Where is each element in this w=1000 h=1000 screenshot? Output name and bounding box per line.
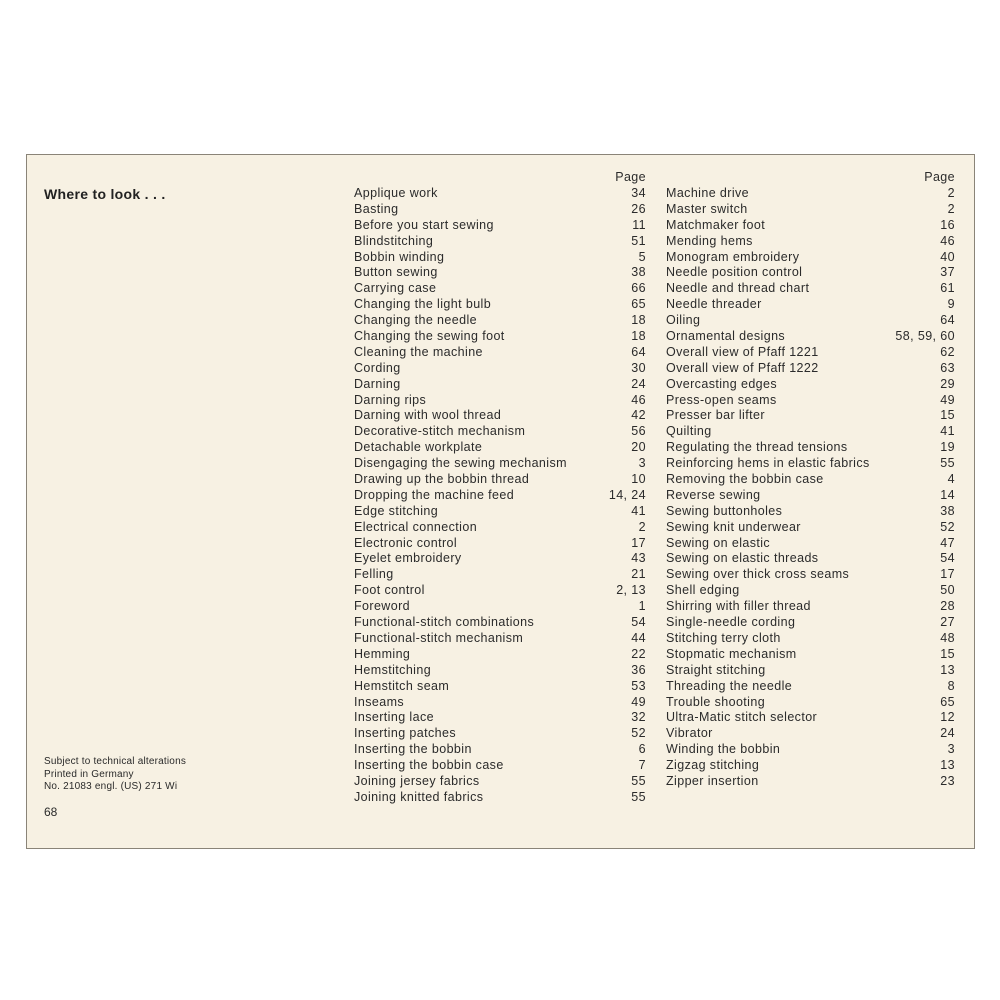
index-entry <box>666 472 955 488</box>
entry-topic: Carrying case <box>354 281 437 296</box>
entry-page: 24 <box>631 376 646 391</box>
entry-page: 11 <box>632 217 646 232</box>
entry-page: 43 <box>631 551 646 566</box>
entry-topic: Hemstitch seam <box>354 678 450 693</box>
entry-page: 27 <box>940 615 955 630</box>
index-entry <box>666 647 955 663</box>
entry-page: 40 <box>940 249 955 264</box>
entry-page: 38 <box>631 265 646 280</box>
entry-page: 3 <box>947 742 955 757</box>
entry-page: 19 <box>940 440 955 455</box>
index-entry <box>354 758 646 774</box>
index-entry <box>666 456 955 472</box>
index-entry <box>666 710 955 726</box>
entry-page: 17 <box>940 567 955 582</box>
index-entry <box>354 472 646 488</box>
index-entry <box>354 726 646 742</box>
index-entry <box>354 250 646 266</box>
entry-topic: Dropping the machine feed <box>354 487 515 502</box>
entry-page: 14, 24 <box>608 487 646 502</box>
entry-page: 5 <box>638 249 646 264</box>
entry-topic: Changing the sewing foot <box>354 329 505 344</box>
entry-page: 1 <box>638 599 646 614</box>
entry-topic: Vibrator <box>666 726 713 741</box>
entry-topic: Disengaging the sewing mechanism <box>354 456 567 471</box>
page-column-header: Page <box>615 170 646 184</box>
index-entry <box>354 329 646 345</box>
index-entry <box>354 742 646 758</box>
index-entry <box>666 202 955 218</box>
entry-page: 15 <box>940 646 955 661</box>
index-entry <box>666 281 955 297</box>
entry-page: 30 <box>631 360 646 375</box>
index-entry <box>354 218 646 234</box>
index-entry <box>666 424 955 440</box>
index-entry <box>354 361 646 377</box>
index-entry <box>666 250 955 266</box>
index-entry <box>354 186 646 202</box>
entry-topic: Removing the bobbin case <box>666 472 824 487</box>
index-entry <box>354 234 646 250</box>
entry-topic: Electrical connection <box>354 519 478 534</box>
entry-page: 54 <box>940 551 955 566</box>
entry-topic: Winding the bobbin <box>666 742 781 757</box>
entry-topic: Detachable workplate <box>354 440 483 455</box>
entry-topic: Trouble shooting <box>666 694 766 709</box>
entry-topic: Inseams <box>354 694 405 709</box>
entry-topic: Functional-stitch mechanism <box>354 630 524 645</box>
entry-page: 28 <box>940 599 955 614</box>
index-entry <box>666 329 955 345</box>
entry-page: 52 <box>631 726 646 741</box>
entry-topic: Zipper insertion <box>666 773 759 788</box>
entry-page: 21 <box>631 567 646 582</box>
entry-page: 15 <box>940 408 955 423</box>
entry-page: 66 <box>631 281 646 296</box>
entry-topic: Reverse sewing <box>666 487 761 502</box>
entry-topic: Sewing buttonholes <box>666 503 783 518</box>
index-entry <box>666 567 955 583</box>
entry-topic: Zigzag stitching <box>666 758 760 773</box>
index-entry <box>354 710 646 726</box>
entry-topic: Sewing over thick cross seams <box>666 567 850 582</box>
index-entry <box>666 361 955 377</box>
entry-page: 41 <box>631 503 646 518</box>
entry-page: 50 <box>940 583 955 598</box>
entry-page: 3 <box>638 456 646 471</box>
entry-page: 54 <box>631 615 646 630</box>
entry-page: 37 <box>940 265 955 280</box>
entry-page: 62 <box>940 344 955 359</box>
entry-topic: Ultra-Matic stitch selector <box>666 710 818 725</box>
index-entry <box>354 297 646 313</box>
entry-topic: Oiling <box>666 313 701 328</box>
index-entry <box>666 520 955 536</box>
page-column-header: Page <box>924 170 955 184</box>
index-entry <box>666 297 955 313</box>
entry-topic: Foreword <box>354 599 410 614</box>
entry-topic: Joining knitted fabrics <box>354 789 484 804</box>
entry-topic: Shirring with filler thread <box>666 599 811 614</box>
entry-topic: Button sewing <box>354 265 438 280</box>
index-entry <box>354 393 646 409</box>
entry-topic: Machine drive <box>666 186 750 200</box>
index-entry <box>666 536 955 552</box>
index-entry <box>354 567 646 583</box>
index-entry <box>354 408 646 424</box>
entry-topic: Inserting the bobbin case <box>354 758 504 773</box>
entry-page: 42 <box>631 408 646 423</box>
index-entry <box>666 742 955 758</box>
entry-topic: Drawing up the bobbin thread <box>354 472 530 487</box>
entry-page: 13 <box>940 758 955 773</box>
index-entry <box>354 663 646 679</box>
index-entry <box>354 679 646 695</box>
index-entry <box>666 313 955 329</box>
entry-page: 14 <box>940 487 955 502</box>
index-entry <box>354 551 646 567</box>
entry-page: 44 <box>631 630 646 645</box>
entry-page: 17 <box>631 535 646 550</box>
entry-topic: Needle position control <box>666 265 803 280</box>
entry-topic: Foot control <box>354 583 425 598</box>
entry-page: 22 <box>631 646 646 661</box>
entry-page: 56 <box>631 424 646 439</box>
entry-page: 58, 59, 60 <box>895 329 955 344</box>
entry-page: 49 <box>940 392 955 407</box>
entry-topic: Presser bar lifter <box>666 408 765 423</box>
entry-topic: Eyelet embroidery <box>354 551 462 566</box>
index-entry <box>666 774 955 790</box>
entry-topic: Inserting the bobbin <box>354 742 472 757</box>
entry-page: 36 <box>631 662 646 677</box>
index-entry <box>354 424 646 440</box>
entry-topic: Sewing on elastic <box>666 535 771 550</box>
entry-page: 65 <box>940 694 955 709</box>
entry-page: 38 <box>940 503 955 518</box>
entry-page: 46 <box>940 233 955 248</box>
entry-topic: Felling <box>354 567 394 582</box>
entry-page: 2 <box>947 186 955 200</box>
entry-topic: Edge stitching <box>354 503 439 518</box>
entry-page: 10 <box>631 472 646 487</box>
entry-page: 41 <box>940 424 955 439</box>
entry-topic: Electronic control <box>354 535 458 550</box>
index-entry <box>354 281 646 297</box>
entry-page: 13 <box>940 662 955 677</box>
page-title: Where to look . . . <box>44 186 166 202</box>
manual-page <box>26 154 975 849</box>
entry-page: 7 <box>638 758 646 773</box>
index-entry <box>666 615 955 631</box>
entry-topic: Straight stitching <box>666 662 766 677</box>
index-entry <box>354 647 646 663</box>
entry-page: 63 <box>940 360 955 375</box>
entry-page: 53 <box>631 678 646 693</box>
entry-topic: Blindstitching <box>354 233 434 248</box>
entry-topic: Overall view of Pfaff 1222 <box>666 360 819 375</box>
index-entry <box>666 377 955 393</box>
index-entry <box>354 202 646 218</box>
entry-topic: Threading the needle <box>666 678 793 693</box>
entry-page: 51 <box>631 233 646 248</box>
entry-page: 48 <box>940 630 955 645</box>
index-entry <box>354 440 646 456</box>
index-entry <box>354 488 646 504</box>
index-list-left <box>354 186 646 806</box>
entry-topic: Single-needle cording <box>666 615 796 630</box>
index-entry <box>666 234 955 250</box>
index-entry <box>666 408 955 424</box>
index-entry <box>666 504 955 520</box>
index-entry <box>666 488 955 504</box>
entry-page: 2 <box>638 519 646 534</box>
index-entry <box>666 695 955 711</box>
entry-topic: Bobbin winding <box>354 249 445 264</box>
entry-topic: Hemming <box>354 646 411 661</box>
entry-page: 2, 13 <box>616 583 646 598</box>
index-entry <box>354 377 646 393</box>
entry-topic: Changing the light bulb <box>354 297 492 312</box>
entry-topic: Functional-stitch combinations <box>354 615 535 630</box>
entry-page: 55 <box>631 773 646 788</box>
entry-topic: Stopmatic mechanism <box>666 646 797 661</box>
entry-topic: Sewing knit underwear <box>666 519 801 534</box>
entry-page: 9 <box>947 297 955 312</box>
entry-page: 23 <box>940 773 955 788</box>
entry-page: 6 <box>638 742 646 757</box>
entry-topic: Press-open seams <box>666 392 777 407</box>
index-entry <box>666 440 955 456</box>
footer-line: No. 21083 engl. (US) 271 Wi <box>44 781 178 792</box>
entry-page: 64 <box>940 313 955 328</box>
index-entry <box>354 599 646 615</box>
entry-page: 47 <box>940 535 955 550</box>
entry-topic: Sewing on elastic threads <box>666 551 819 566</box>
index-entry <box>666 726 955 742</box>
entry-page: 65 <box>631 297 646 312</box>
print-notice <box>44 756 186 794</box>
index-entry <box>666 393 955 409</box>
index-entry <box>354 265 646 281</box>
index-entry <box>354 313 646 329</box>
index-entry <box>354 345 646 361</box>
footer-line: Printed in Germany <box>44 768 134 780</box>
index-entry <box>354 583 646 599</box>
entry-topic: Cleaning the machine <box>354 344 483 359</box>
index-entry <box>354 520 646 536</box>
entry-page: 29 <box>940 376 955 391</box>
entry-topic: Applique work <box>354 186 438 200</box>
entry-topic: Master switch <box>666 201 748 216</box>
index-list-right <box>666 186 955 790</box>
entry-topic: Inserting patches <box>354 726 456 741</box>
index-entry <box>666 583 955 599</box>
entry-topic: Changing the needle <box>354 313 477 328</box>
entry-topic: Darning with wool thread <box>354 408 502 423</box>
index-entry <box>354 615 646 631</box>
entry-topic: Stitching terry cloth <box>666 630 781 645</box>
entry-page: 34 <box>631 186 646 200</box>
index-entry <box>354 774 646 790</box>
entry-topic: Monogram embroidery <box>666 249 800 264</box>
entry-page: 55 <box>940 456 955 471</box>
entry-page: 61 <box>940 281 955 296</box>
entry-page: 49 <box>631 694 646 709</box>
entry-topic: Joining jersey fabrics <box>354 773 480 788</box>
entry-page: 20 <box>631 440 646 455</box>
entry-page: 55 <box>631 789 646 804</box>
entry-topic: Needle threader <box>666 297 762 312</box>
entry-page: 24 <box>940 726 955 741</box>
index-entry <box>354 695 646 711</box>
entry-topic: Decorative-stitch mechanism <box>354 424 526 439</box>
entry-topic: Darning rips <box>354 392 427 407</box>
index-entry <box>666 265 955 281</box>
entry-topic: Quilting <box>666 424 712 439</box>
footer-line: Subject to technical alterations <box>44 756 187 767</box>
entry-topic: Overall view of Pfaff 1221 <box>666 344 819 359</box>
entry-topic: Darning <box>354 376 401 391</box>
entry-topic: Cording <box>354 360 401 375</box>
entry-page: 32 <box>631 710 646 725</box>
index-entry <box>666 186 955 202</box>
entry-page: 52 <box>940 519 955 534</box>
entry-page: 4 <box>947 472 955 487</box>
page-number: 68 <box>44 805 58 819</box>
entry-topic: Ornamental designs <box>666 329 786 344</box>
index-column-right <box>666 169 955 790</box>
entry-topic: Reinforcing hems in elastic fabrics <box>666 456 870 471</box>
entry-topic: Inserting lace <box>354 710 434 725</box>
entry-page: 26 <box>631 201 646 216</box>
index-entry <box>666 758 955 774</box>
index-entry <box>354 456 646 472</box>
entry-topic: Before you start sewing <box>354 217 494 232</box>
index-entry <box>666 679 955 695</box>
entry-page: 8 <box>947 678 955 693</box>
index-entry <box>354 504 646 520</box>
entry-topic: Matchmaker foot <box>666 217 766 232</box>
index-entry <box>354 631 646 647</box>
entry-topic: Shell edging <box>666 583 740 598</box>
entry-page: 18 <box>631 329 646 344</box>
entry-page: 16 <box>940 217 955 232</box>
entry-topic: Mending hems <box>666 233 753 248</box>
index-column-left <box>354 169 646 806</box>
entry-topic: Needle and thread chart <box>666 281 810 296</box>
entry-page: 64 <box>631 344 646 359</box>
index-entry <box>354 536 646 552</box>
index-entry <box>666 599 955 615</box>
index-entry <box>666 631 955 647</box>
entry-page: 12 <box>940 710 955 725</box>
index-entry <box>666 663 955 679</box>
index-entry <box>666 218 955 234</box>
index-entry <box>666 551 955 567</box>
entry-topic: Overcasting edges <box>666 376 778 391</box>
entry-topic: Basting <box>354 201 399 216</box>
entry-topic: Regulating the thread tensions <box>666 440 848 455</box>
entry-page: 2 <box>947 201 955 216</box>
index-entry <box>354 790 646 806</box>
entry-page: 18 <box>631 313 646 328</box>
entry-page: 46 <box>631 392 646 407</box>
entry-topic: Hemstitching <box>354 662 432 677</box>
index-entry <box>666 345 955 361</box>
